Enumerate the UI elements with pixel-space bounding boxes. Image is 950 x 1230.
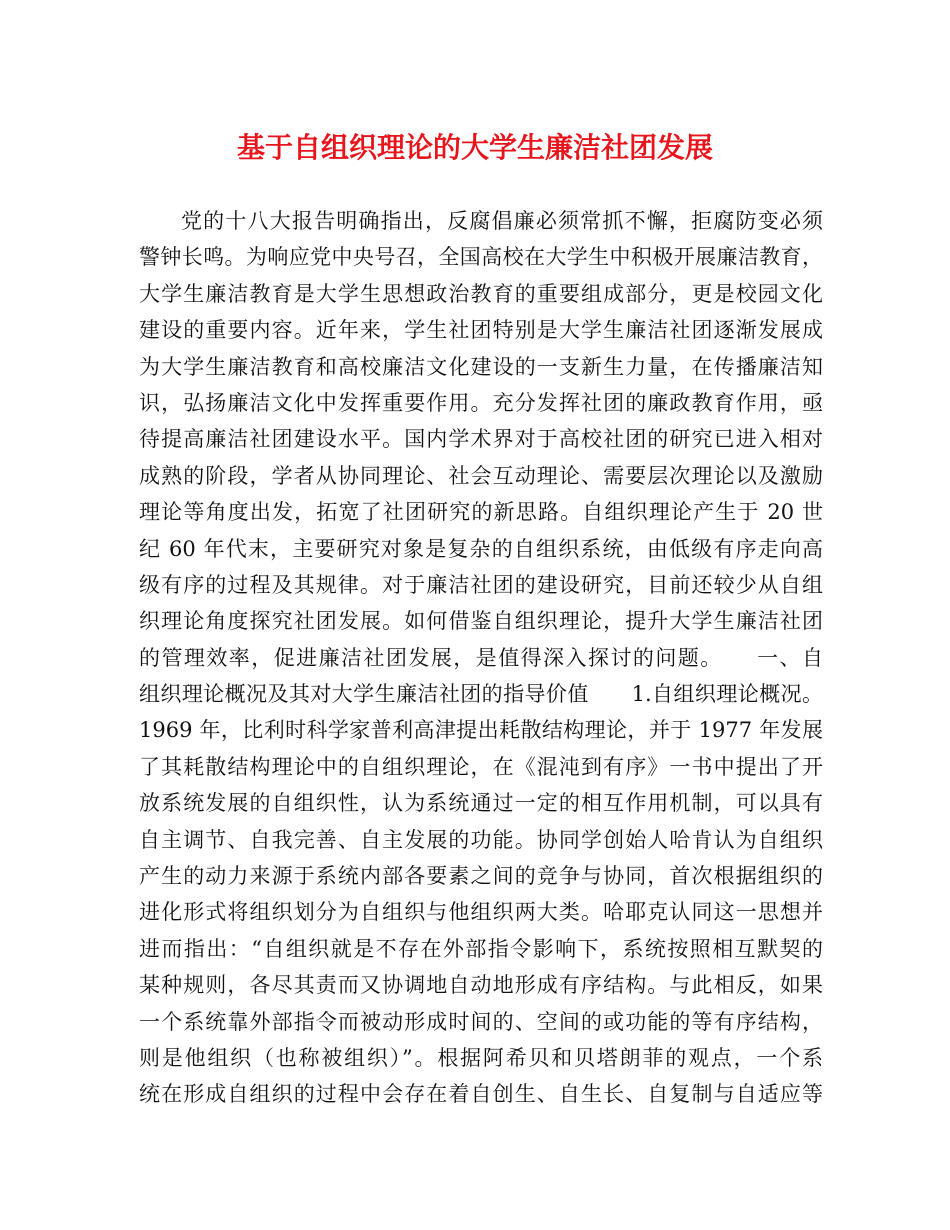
text-line: 某种规则，各尽其责而又协调地自动地形成有序结构。与此相反，如果 — [139, 973, 823, 998]
text-line: 产生的动力来源于系统内部各要素之间的竞争与协同，首次根据组织的 — [139, 864, 823, 889]
text-line: 成熟的阶段，学者从协同理论、社会互动理论、需要层次理论以及激励 — [139, 463, 823, 488]
text-line: 待提高廉洁社团建设水平。国内学术界对于高校社团的研究已进入相对 — [139, 427, 823, 452]
document-title: 基于自组织理论的大学生廉洁社团发展 — [236, 131, 713, 164]
text-line: 放系统发展的自组织性，认为系统通过一定的相互作用机制，可以具有 — [139, 791, 823, 816]
text-line: 识，弘扬廉洁文化中发挥重要作用。充分发挥社团的廉政教育作用，亟 — [139, 390, 823, 415]
text-line: 为大学生廉洁教育和高校廉洁文化建设的一支新生力量，在传播廉洁知 — [139, 354, 823, 379]
text-line: 建设的重要内容。近年来，学生社团特别是大学生廉洁社团逐渐发展成 — [139, 318, 823, 343]
text-line: 的管理效率，促进廉洁社团发展，是值得深入探讨的问题。 一、自 — [139, 645, 823, 670]
text-line: 纪 60 年代末，主要研究对象是复杂的自组织系统，由低级有序走向高 — [139, 536, 823, 561]
text-line: 大学生廉洁教育是大学生思想政治教育的重要组成部分，更是校园文化 — [139, 281, 823, 306]
text-line: 理论等角度出发，拓宽了社团研究的新思路。自组织理论产生于 20 世 — [139, 500, 823, 525]
text-line: 党的十八大报告明确指出，反腐倡廉必须常抓不懈，拒腐防变必须 — [181, 209, 823, 233]
text-line: 1969 年，比利时科学家普利高津提出耗散结构理论，并于 1977 年发展 — [139, 718, 823, 743]
text-line: 了其耗散结构理论中的自组织理论，在《混沌到有序》一书中提出了开 — [139, 754, 823, 779]
text-line: 统在形成自组织的过程中会存在着自创生、自生长、自复制与自适应等 — [139, 1082, 823, 1107]
text-line: 进而指出：“自组织就是不存在外部指令影响下，系统按照相互默契的 — [139, 936, 823, 961]
text-line: 则是他组织（也称被组织）”。根据阿希贝和贝塔朗菲的观点，一个系 — [139, 1045, 823, 1070]
text-line: 织理论角度探究社团发展。如何借鉴自组织理论，提升大学生廉洁社团 — [139, 609, 823, 634]
text-line: 进化形式将组织划分为自组织与他组织两大类。哈耶克认同这一思想并 — [139, 900, 823, 925]
text-line: 级有序的过程及其规律。对于廉洁社团的建设研究，目前还较少从自组 — [139, 572, 823, 597]
text-line: 自主调节、自我完善、自主发展的功能。协同学创始人哈肯认为自组织 — [139, 827, 823, 852]
text-line: 警钟长鸣。为响应党中央号召，全国高校在大学生中积极开展廉洁教育， — [139, 245, 823, 270]
text-line: 一个系统靠外部指令而被动形成时间的、空间的或功能的等有序结构， — [139, 1009, 823, 1034]
text-line: 组织理论概况及其对大学生廉洁社团的指导价值 1.自组织理论概况。 — [139, 682, 823, 707]
body-paragraph — [139, 203, 823, 1113]
